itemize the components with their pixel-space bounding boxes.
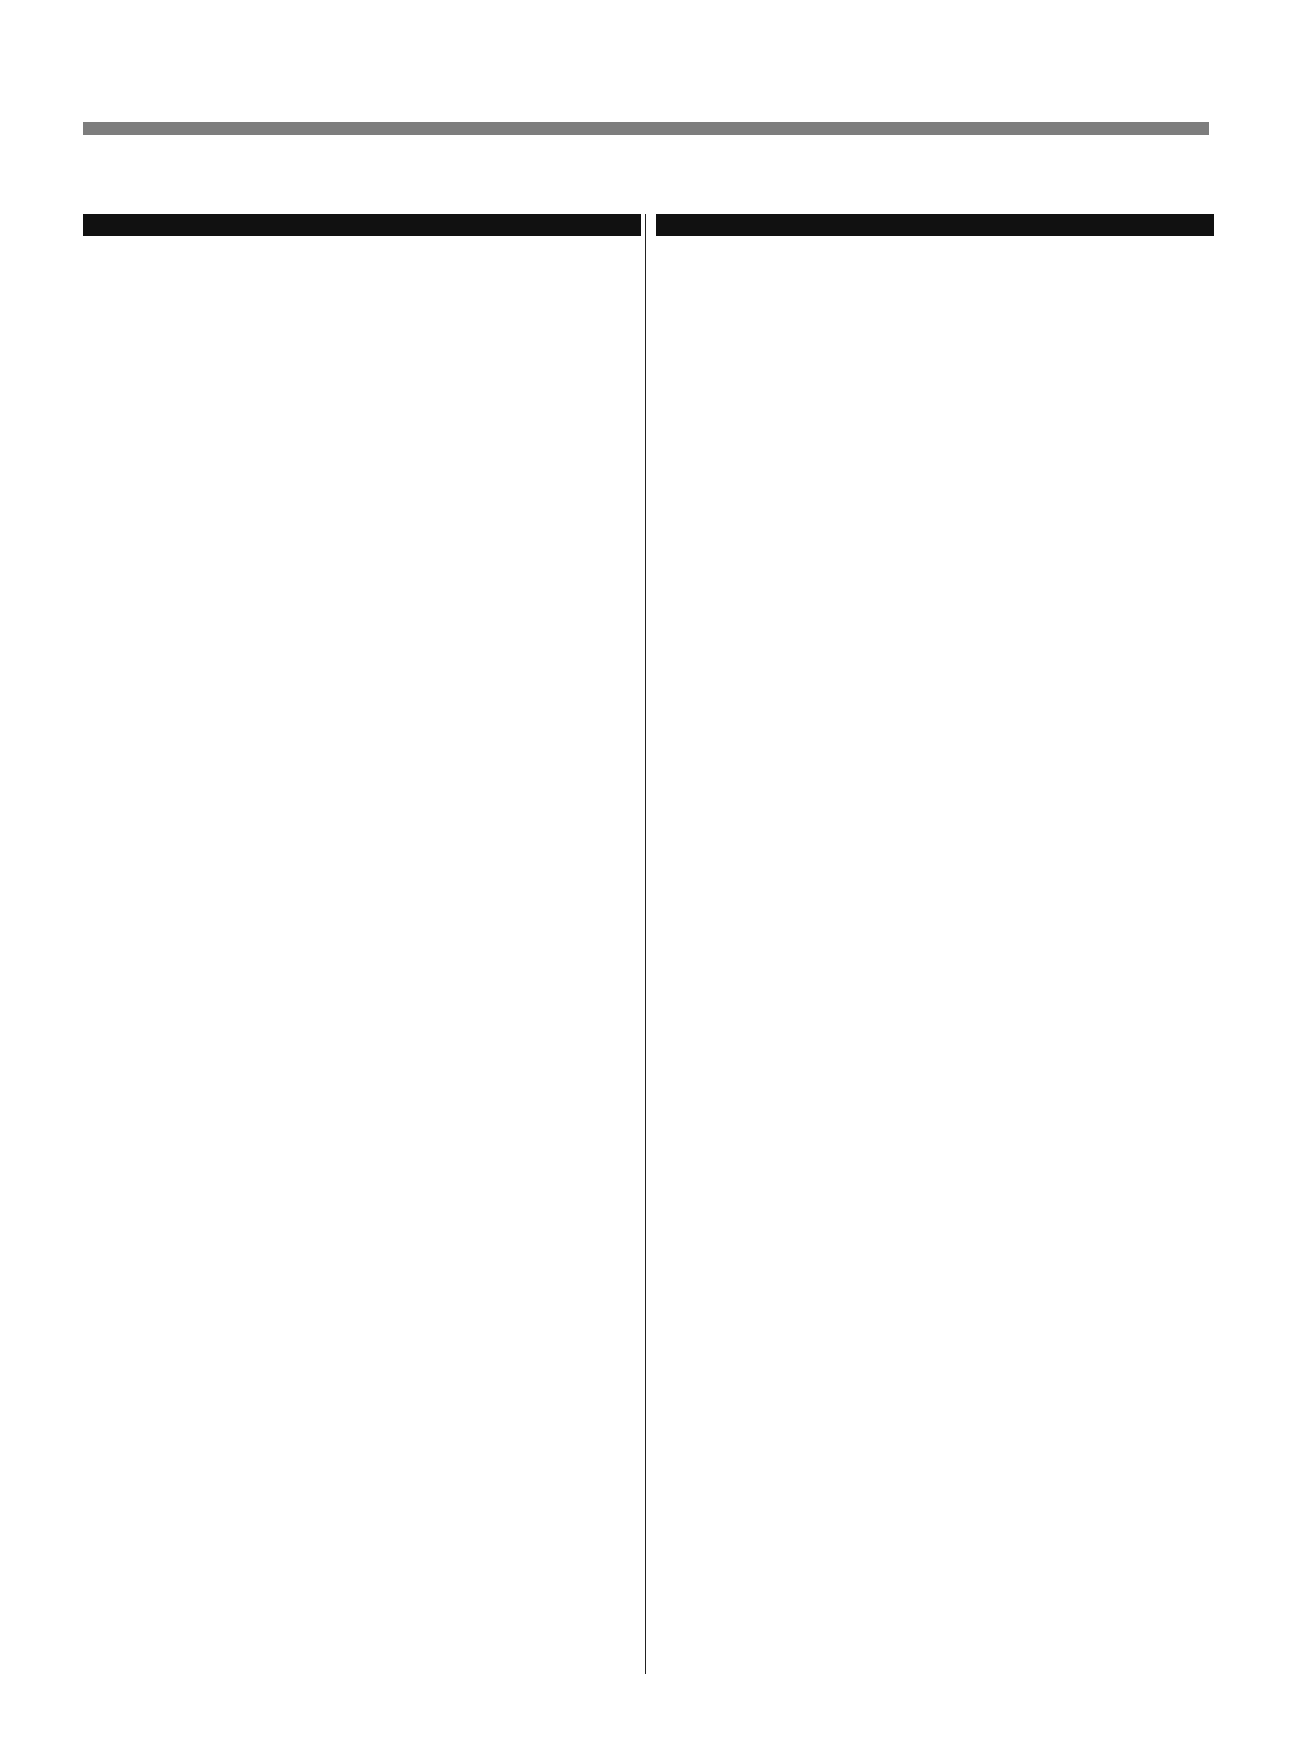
table-header xyxy=(83,214,641,236)
header-bar xyxy=(83,122,1209,135)
table-header xyxy=(656,214,1214,236)
left-column xyxy=(83,214,641,236)
right-column xyxy=(656,214,1214,236)
column-divider xyxy=(645,214,646,1674)
